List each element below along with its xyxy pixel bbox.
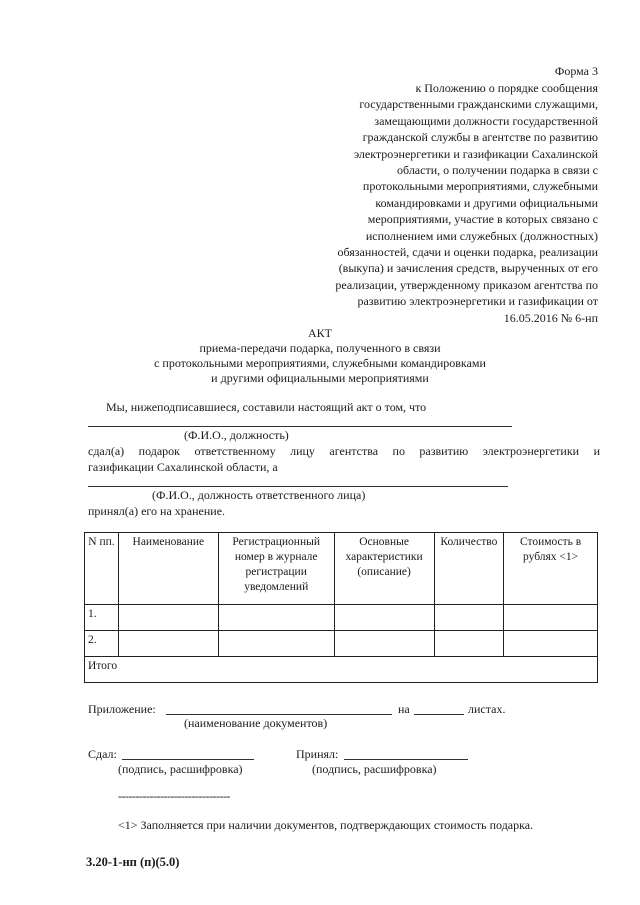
regulation-line: к Положению о порядке сообщения [415, 81, 598, 95]
regulation-line: государственными гражданскими служащими, [359, 97, 598, 112]
regulation-line: мероприятиями, участие в которых связано с [367, 212, 598, 227]
attachment-label: Приложение: [88, 702, 156, 716]
handed-text-line-2: газификации Сахалинской области, а [88, 460, 278, 474]
act-subtitle-1: приема-передачи подарка, полученного в связи [199, 341, 441, 355]
responsible-caption: (Ф.И.О., должность ответственного лица) [152, 488, 366, 502]
footnote-separator: -------------------------------- [118, 789, 230, 803]
handed-label: Сдал: [88, 747, 117, 761]
row-number: 1. [85, 605, 119, 631]
regulation-line: обязанностей, сдачи и оценки подарка, реализации [337, 245, 598, 259]
accepted-caption: (подпись, расшифровка) [312, 762, 437, 776]
handed-text-line-1: сдал(а) подарок ответственному лицу агентства по развитию электроэнергетики и [88, 444, 600, 458]
regulation-line: (выкупа) и зачисления средств, вырученных от его [338, 261, 598, 276]
regulation-line: командировками и другими официальными [375, 195, 598, 210]
act-subtitle-2: с протокольными мероприятиями, служебными командировками [154, 356, 486, 370]
table-cell[interactable] [218, 631, 334, 657]
form-number: Форма 3 [554, 64, 598, 78]
gift-table [84, 532, 598, 683]
attachment-sheets: листах. [468, 702, 506, 716]
responsible-fill-line[interactable] [88, 486, 508, 487]
col-header-characteristics: Основные характеристики (описание) [334, 533, 434, 605]
attachment-docs-line[interactable] [166, 714, 392, 715]
table-row [85, 605, 598, 631]
regulation-line: замещающими должности государственной [374, 113, 598, 128]
accepted-label: Принял: [296, 747, 339, 761]
table-cell[interactable] [218, 605, 334, 631]
col-header-name: Наименование [118, 533, 218, 605]
total-label: Итого [85, 657, 598, 683]
attachment-sheets-line[interactable] [414, 714, 464, 715]
table-cell[interactable] [118, 605, 218, 631]
table-cell[interactable] [504, 631, 598, 657]
act-heading: АКТ [308, 326, 332, 340]
regulation-line: области, о получении подарка в связи с [397, 163, 598, 177]
regulation-line: электроэнергетики и газификации Сахалинской [353, 146, 598, 161]
accepted-signature-line[interactable] [344, 759, 468, 760]
handed-signature-line[interactable] [122, 759, 254, 760]
col-header-number: N пп. [85, 533, 119, 605]
regulation-line: 16.05.2016 № 6-нп [503, 310, 598, 325]
intro-text: Мы, нижеподписавшиеся, составили настоящий акт о том, что [106, 400, 427, 414]
act-subtitle-3: и другими официальными мероприятиями [211, 371, 429, 385]
col-header-quantity: Количество [434, 533, 504, 605]
table-total-row [85, 657, 598, 683]
table-cell[interactable] [118, 631, 218, 657]
regulation-line: реализации, утвержденному приказом агентства по [335, 277, 598, 292]
table-cell[interactable] [504, 605, 598, 631]
regulation-line: исполнением ими служебных (должностных) [365, 228, 598, 243]
regulation-line: развитию электроэнергетики и газификации от [357, 294, 598, 309]
table-row [85, 631, 598, 657]
document-code: 3.20-1-нп (п)(5.0) [86, 855, 180, 869]
table-cell[interactable] [434, 605, 504, 631]
table-cell[interactable] [334, 631, 434, 657]
attachment-caption: (наименование документов) [184, 716, 328, 730]
regulation-line: гражданской службы в агентстве по развитию [362, 130, 598, 145]
row-number: 2. [85, 631, 119, 657]
handed-caption: (подпись, расшифровка) [118, 762, 243, 776]
accepted-storage-text: принял(а) его на хранение. [88, 504, 226, 518]
col-header-registration: Регистрационный номер в журнале регистрации уведомлений [218, 533, 334, 605]
col-header-cost: Стоимость в рублях <1> [504, 533, 598, 605]
table-header-row [85, 533, 598, 605]
table-cell[interactable] [334, 605, 434, 631]
table-cell[interactable] [434, 631, 504, 657]
footnote-text: <1> Заполняется при наличии документов, подтверждающих стоимость подарка. [118, 818, 534, 832]
regulation-line: протокольными мероприятиями, служебными [362, 179, 598, 194]
fio-fill-line[interactable] [88, 426, 512, 427]
attachment-on: на [398, 702, 410, 716]
fio-caption: (Ф.И.О., должность) [184, 428, 289, 442]
